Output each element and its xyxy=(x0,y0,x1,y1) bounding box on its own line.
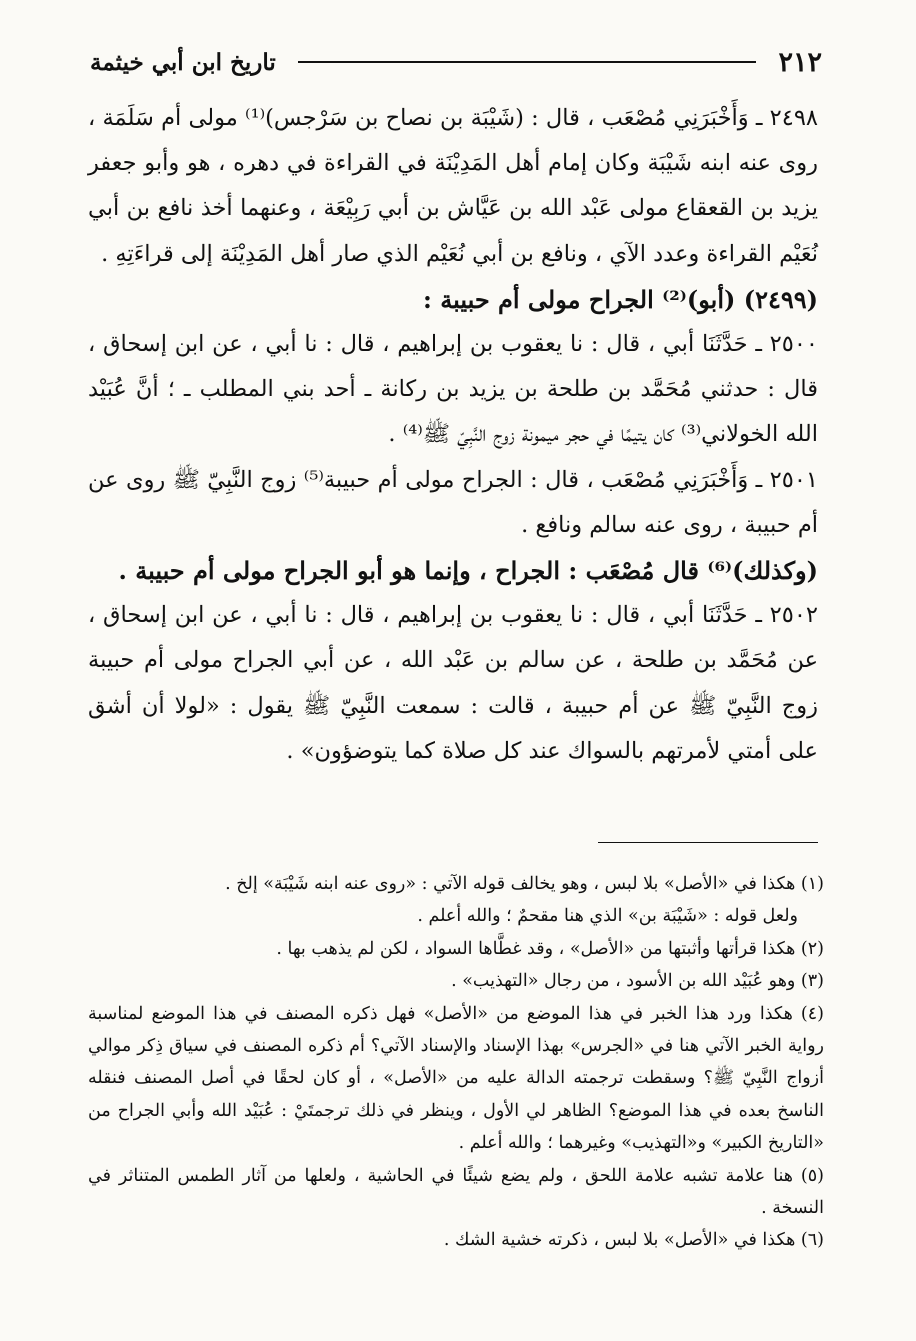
entry-2498: ٢٤٩٨ ـ وَأَخْبَرَنِي مُصْعَب ، قال : (شَيْبَة بن نصاح بن سَرْجس)⁽¹⁾ مولى أم سَلَمَة ، روى عنه ابنه شَيْبَة وكان إمام أهل المَدِيْنَة في القراءة في دهره ، هو وأبو جعفر يزيد بن القعقاع مولى عَبْد الله بن عَيَّاش بن أبي رَبِيْعَة ، وعنهما أخذ نافع بن أبي نُعَيْم القراءة وعدد الآي ، ونافع بن أبي نُعَيْم الذي صار أهل المَدِيْنَة إلى قراءَتِهِ . xyxy=(88,105,818,267)
footnote-1-continued: ولعل قوله : «شَيْبَة بن» الذي هنا مقحمٌ ؛ والله أعلم . xyxy=(417,906,798,927)
footnote-1: (١) هكذا في «الأصل» بلا لبس ، وهو يخالف قوله الآتي : «روى عنه ابنه شَيْبَة» إلخ . xyxy=(225,874,824,894)
footnote-4: (٤) هكذا ورد هذا الخبر في هذا الموضع من «الأصل» فهل ذكره المصنف في هذا الموضع لمناسبة رواية الخبر الآتي هنا في «الجرس» بهذا الإسناد والإسناد الآتي؟ أم ذكره المصنف في سياق ذِكر موالي أزواج النَّبِيّ ﷺ؟ وسقطت ترجمته الدالة عليه من «الأصل» ، أو كان لحقًا في أصل المصنف فنقله الناسخ بعده في هذا الموضع؟ الظاهر لي الأول ، وينظر في ذلك ترجمتَيْ : عُبَيْد الله وأبي الجراح من «التاريخ الكبير» و«التهذيب» وغيرهما ؛ والله أعلم . xyxy=(88,1003,824,1154)
book-title: تاريخ ابن أبي خيثمة xyxy=(90,48,276,76)
page-header xyxy=(90,42,822,82)
footnote-2: (٢) هكذا قرأتها وأثبتها من «الأصل» ، وقد غطَّاها السواد ، لكن لم يذهب بها . xyxy=(276,938,824,959)
entry-2502: ٢٥٠٢ ـ حَدَّثَنَا أبي ، قال : نا يعقوب بن إبراهيم ، قال : نا أبي ، عن ابن إسحاق ، عن مُحَمَّد بن طلحة ، عن سالم بن عَبْد الله ، عن أبي الجراح مولى أم حبيبة زوج النَّبِيّ ﷺ عن أم حبيبة ، قالت : سمعت النَّبِيّ ﷺ يقول : «لولا أن أشق على أمتي لأمرتهم بالسواك عند كل صلاة كما يتوضؤون» . xyxy=(88,602,818,764)
footnote-6: (٦) هكذا في «الأصل» بلا لبس ، ذكرته خشية الشك . xyxy=(443,1230,824,1251)
footnote-3: (٣) وهو عُبَيْد الله بن الأسود ، من رجال «التهذيب» . xyxy=(451,971,824,992)
page-number: ٢١٢ xyxy=(778,46,822,78)
main-text xyxy=(88,96,824,774)
header-divider xyxy=(298,61,757,63)
footnote-5: (٥) هنا علامة تشبه علامة اللحق ، ولم يضع شيئًا في الحاشية ، ولعلها من آثار الطمس المتناثر في النسخة . xyxy=(88,1165,824,1219)
footnote-divider xyxy=(598,842,818,843)
entry-2501: ٢٥٠١ ـ وَأَخْبَرَنِي مُصْعَب ، قال : الجراح مولى أم حبيبة⁽⁵⁾ زوج النَّبِيّ ﷺ روى عن أم حبيبة ، روى عنه سالم ونافع . xyxy=(88,466,819,538)
entry-2500: ٢٥٠٠ ـ حَدَّثَنَا أبي ، قال : نا يعقوب بن إبراهيم ، قال : نا أبي ، عن ابن إسحاق ، قال : حدثني مُحَمَّد بن طلحة بن يزيد بن ركانة ـ أحد بني المطلب ـ ؛ أنَّ عُبَيْد الله الخولاني⁽³⁾ كان يتيمًا في حجر ميمونة زوج النَّبِيّ ﷺ⁽⁴⁾ . xyxy=(88,331,818,448)
entry-note-kadhalik: (وكذلك)⁽⁶⁾ قال مُصْعَب : الجراح ، وإنما هو أبو الجراح مولى أم حبيبة . xyxy=(118,556,818,586)
footnotes xyxy=(88,868,824,1257)
entry-heading-2499: (٢٤٩٩) (أبو)⁽²⁾ الجراح مولى أم حبيبة : xyxy=(423,284,818,314)
